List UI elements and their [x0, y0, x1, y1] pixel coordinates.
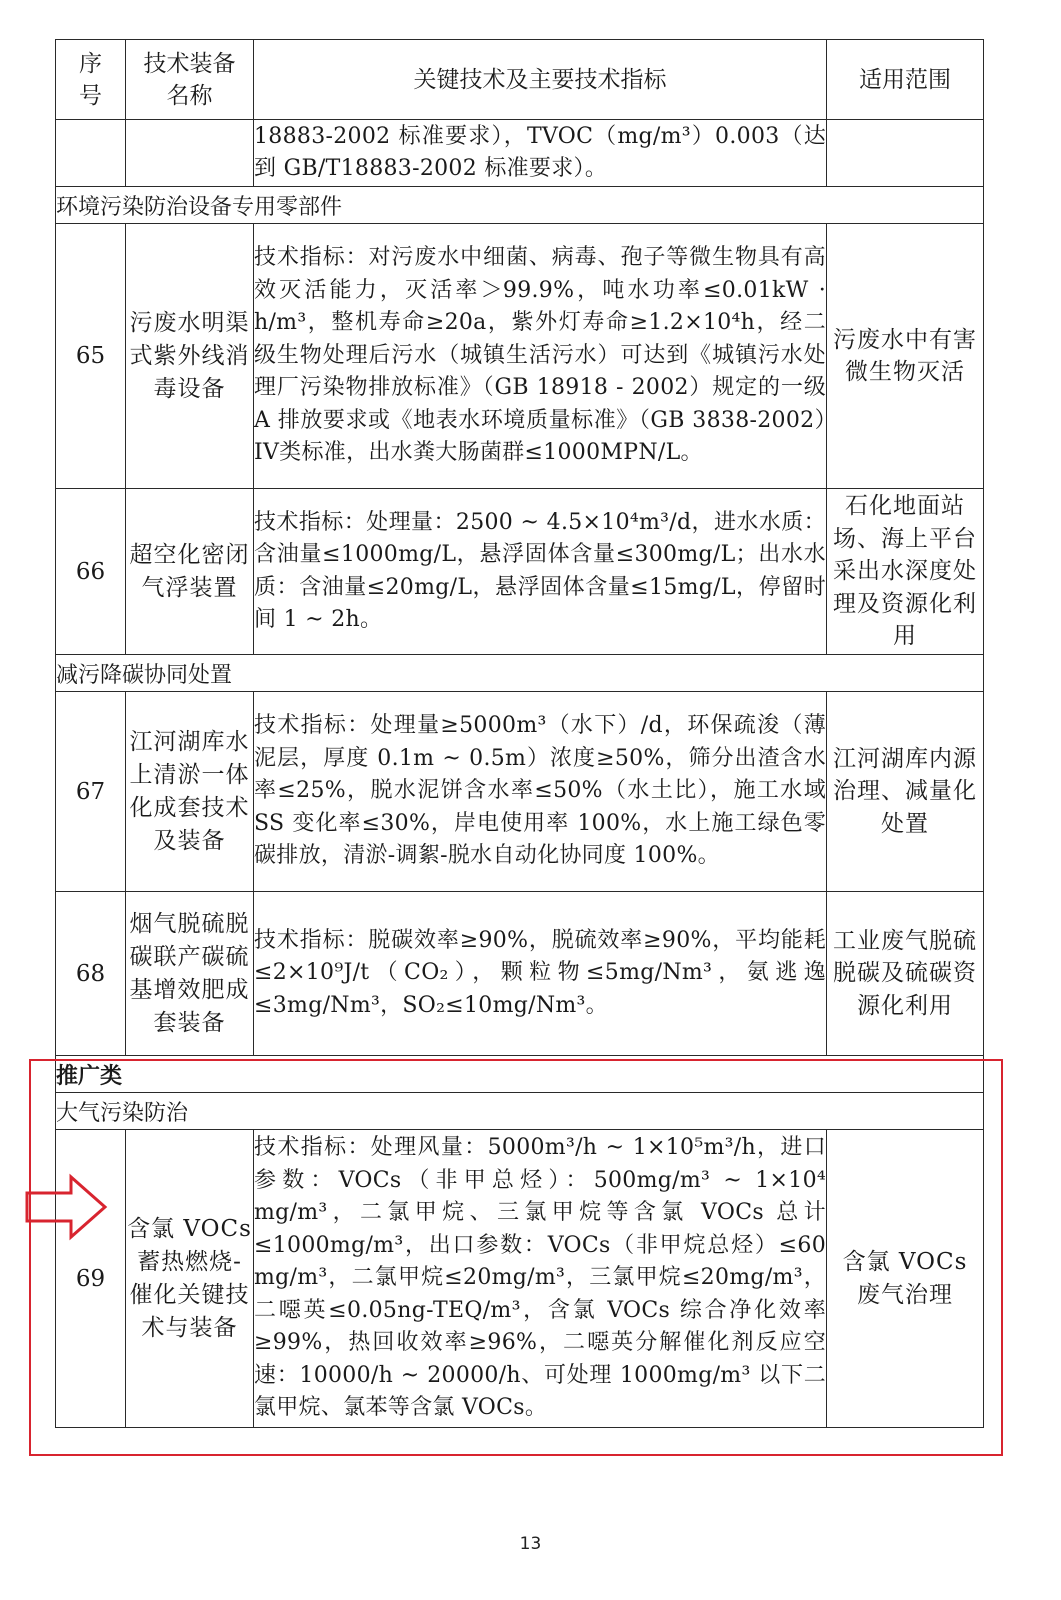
page-number: 13 [519, 1534, 542, 1554]
application-scope: 污废水中有害微生物灭活 [827, 224, 984, 489]
header-name: 技术装备名称 [126, 40, 254, 120]
technical-spec: 技术指标：脱碳效率≥90%，脱硫效率≥90%，平均能耗≤2×10⁹J/t（CO₂），颗粒物≤5mg/Nm³，氨逃逸≤3mg/Nm³，SO₂≤10mg/Nm³。 [254, 892, 827, 1056]
header-spec: 关键技术及主要技术指标 [254, 40, 827, 120]
table-row [56, 892, 984, 1056]
table-row [56, 489, 984, 655]
application-scope: 含氯 VOCs 废气治理 [827, 1130, 984, 1428]
technical-spec: 技术指标：处理量≥5000m³（水下）/d，环保疏浚（薄泥层，厚度 0.1m ~ 0.5m）浓度≥50%，筛分出渣含水率≤25%，脱水泥饼含水率≤50%（水土比），施工水域 SS 变化率≤30%，岸电使用率 100%，水上施工绿色零碳排放，清淤-调絮-脱水自动化协同度 100%。 [254, 692, 827, 892]
equipment-name: 污废水明渠式紫外线消毒设备 [126, 224, 254, 489]
table-row [56, 1130, 984, 1428]
continuation-spec: 18883-2002 标准要求），TVOC（mg/m³）0.003（达到 GB/T18883-2002 标准要求）。 [254, 120, 827, 187]
row-number: 66 [56, 489, 126, 655]
equipment-name: 江河湖库水上清淤一体化成套技术及装备 [126, 692, 254, 892]
right-arrow-icon [25, 1173, 109, 1241]
section-row [56, 655, 984, 692]
equipment-name: 超空化密闭气浮装置 [126, 489, 254, 655]
continuation-name [126, 120, 254, 187]
header-row [56, 40, 984, 120]
continuation-scope [827, 120, 984, 187]
continuation-row [56, 120, 984, 187]
section-title: 减污降碳协同处置 [56, 655, 984, 692]
table-row [56, 692, 984, 892]
section-row [56, 1056, 984, 1093]
technical-spec: 技术指标：处理量：2500 ~ 4.5×10⁴m³/d，进水水质：含油量≤1000mg/L，悬浮固体含量≤300mg/L；出水水质：含油量≤20mg/L，悬浮固体含量≤15mg/L，停留时间 1 ~ 2h。 [254, 489, 827, 655]
equipment-name: 含氯 VOCs 蓄热燃烧-催化关键技术与装备 [126, 1130, 254, 1428]
header-scope: 适用范围 [827, 40, 984, 120]
header-seq: 序号 [56, 40, 126, 120]
table-row [56, 224, 984, 489]
row-number: 68 [56, 892, 126, 1056]
equipment-name: 烟气脱硫脱碳联产碳硫基增效肥成套装备 [126, 892, 254, 1056]
technical-spec: 技术指标：对污废水中细菌、病毒、孢子等微生物具有高效灭活能力，灭活率＞99.9%，吨水功率≤0.01kW · h/m³，整机寿命≥20a，紫外灯寿命≥1.2×10⁴h，经二级生物处理后污水（城镇生活污水）可达到《城镇污水处理厂污染物排放标准》（GB 18918 - 2002）规定的一级 A 排放要求或《地表水环境质量标准》（GB 3838-2002）IV类标准，出水粪大肠菌群≤1000MPN/L。 [254, 224, 827, 489]
continuation-num [56, 120, 126, 187]
row-number: 65 [56, 224, 126, 489]
technology-table [55, 39, 984, 1428]
section-title: 大气污染防治 [56, 1093, 984, 1130]
application-scope: 江河湖库内源治理、减量化处置 [827, 692, 984, 892]
section-row [56, 187, 984, 224]
row-number: 69 [56, 1130, 126, 1428]
row-number: 67 [56, 692, 126, 892]
section-row [56, 1093, 984, 1130]
section-title: 环境污染防治设备专用零部件 [56, 187, 984, 224]
technical-spec: 技术指标：处理风量：5000m³/h ~ 1×10⁵m³/h，进口参数：VOCs（非甲总烃）：500mg/m³ ~ 1×10⁴ mg/m³，二氯甲烷、三氯甲烷等含氯 VOCs 总计≤1000mg/m³，出口参数：VOCs（非甲烷总烃）≤60 mg/m³，二氯甲烷≤20mg/m³，三氯甲烷≤20mg/m³，二噁英≤0.05ng-TEQ/m³，含氯 VOCs 综合净化效率≥99%，热回收效率≥96%，二噁英分解催化剂反应空速：10000/h ~ 20000/h、可处理 1000mg/m³ 以下二氯甲烷、氯苯等含氯 VOCs。 [254, 1130, 827, 1428]
application-scope: 工业废气脱硫脱碳及硫碳资源化利用 [827, 892, 984, 1056]
application-scope: 石化地面站场、海上平台采出水深度处理及资源化利用 [827, 489, 984, 655]
section-title: 推广类 [56, 1056, 984, 1093]
